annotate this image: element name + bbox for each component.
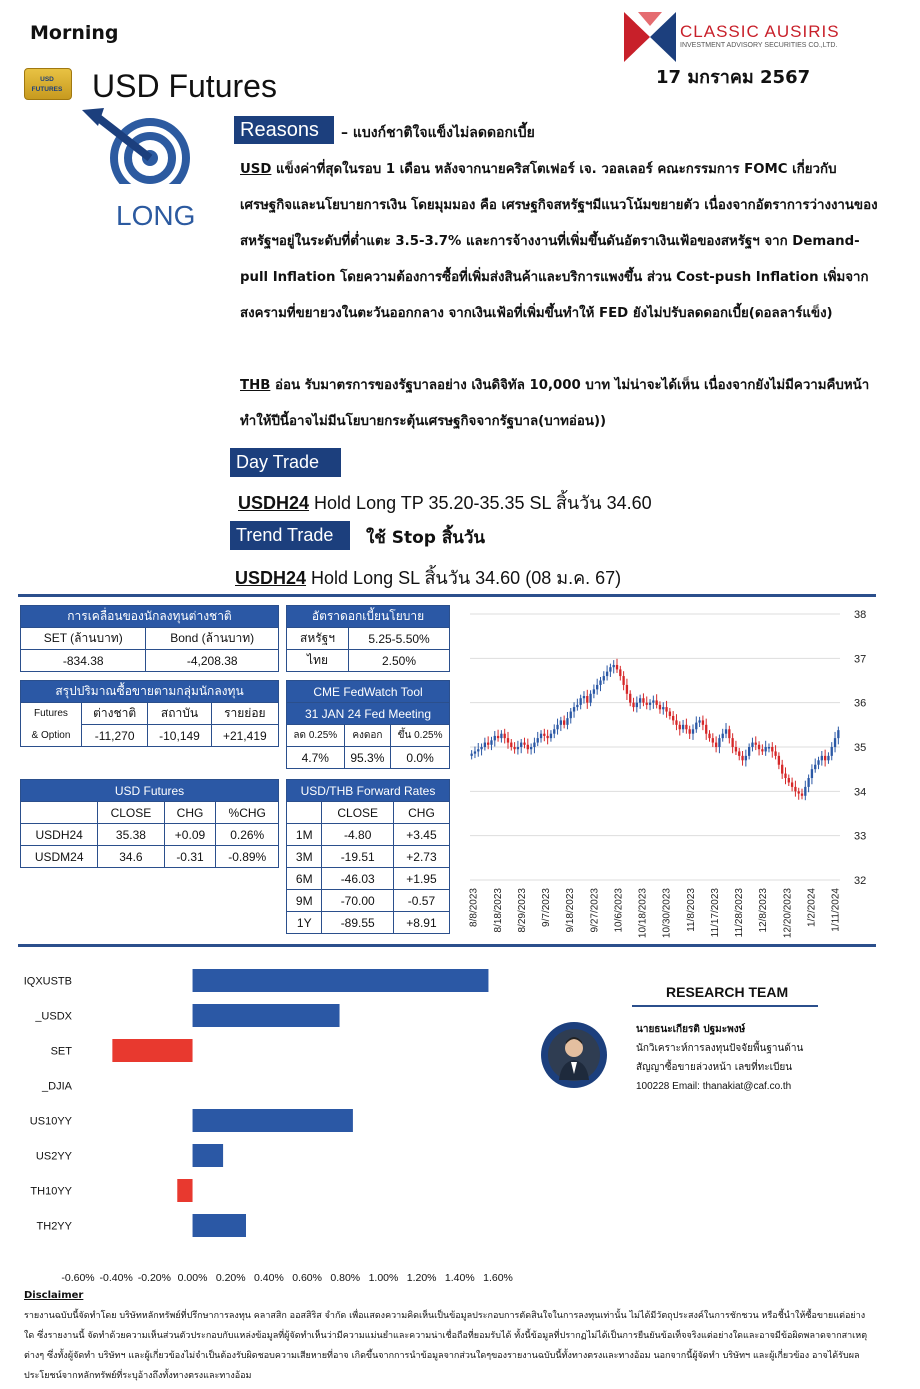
contract-chg: -0.31 <box>164 846 216 868</box>
candle-body <box>695 723 697 730</box>
report-date: 17 มกราคม 2567 <box>656 67 811 88</box>
candle-body <box>784 774 786 778</box>
analyst-role: นักวิเคราะห์การลงทุนปัจจัยพื้นฐานด้าน <box>636 1043 804 1054</box>
forward-header: CLOSE <box>322 802 393 824</box>
candle-body <box>646 703 648 705</box>
x-tick-label: 11/8/2023 <box>685 888 697 932</box>
candle-body <box>781 765 783 774</box>
candle-body <box>494 736 496 740</box>
candle-body <box>649 703 651 705</box>
policy-rate-country: ไทย <box>287 650 349 672</box>
candle-body <box>725 729 727 733</box>
candle-body <box>712 738 714 742</box>
x-tick-label: 8/18/2023 <box>492 888 504 933</box>
candle-body <box>705 725 707 734</box>
fedwatch-title: CME FedWatch Tool <box>287 681 450 703</box>
x-tick-label: 1/11/2024 <box>830 888 842 932</box>
trend-trade-symbol: USDH24 <box>235 568 307 588</box>
policy-rate-title: อัตราดอกเบี้ยนโยบาย <box>287 606 450 628</box>
forward-chg: +8.91 <box>393 912 449 934</box>
x-tick-label: 0.40% <box>254 1272 284 1284</box>
candle-body <box>722 734 724 738</box>
bar <box>193 1214 246 1237</box>
forward-rates-title: USD/THB Forward Rates <box>287 780 450 802</box>
contract-symbol: USDM24 <box>21 846 98 868</box>
candle-body <box>652 700 654 702</box>
fedwatch-value: 95.3% <box>344 747 391 769</box>
y-tick-label: 32 <box>854 875 867 887</box>
contract-pctchg: -0.89% <box>216 846 279 868</box>
stance-label: LONG <box>116 200 196 231</box>
candle-body <box>804 787 806 796</box>
reasons-subtitle: – แบงก์ชาติใจแข็งไม่ลดดอกเบี้ย <box>341 125 535 141</box>
candle-body <box>566 718 568 725</box>
usd-futures-header: CHG <box>164 802 216 824</box>
usd-key: USD <box>240 162 272 177</box>
category-label: IQXUSTB <box>23 975 72 988</box>
candle-body <box>530 747 532 749</box>
candle-body <box>831 747 833 756</box>
day-trade-text: Hold Long TP 35.20-35.35 SL สิ้นวัน 34.60 <box>309 493 652 513</box>
research-divider <box>632 1005 818 1007</box>
candle-body <box>546 736 548 738</box>
candle-body <box>563 720 565 724</box>
candle-body <box>484 743 486 747</box>
x-tick-label: 1.60% <box>483 1272 513 1284</box>
foreign-flow-value: -4,208.38 <box>146 650 279 672</box>
contract-chg: +0.09 <box>164 824 216 846</box>
analyst-photo-icon <box>541 1022 607 1088</box>
contract-pctchg: 0.26% <box>216 824 279 846</box>
fedwatch-header: ลด 0.25% <box>287 725 345 747</box>
candle-body <box>824 756 826 760</box>
investor-summary-title: สรุปปริมาณซื้อขายตามกลุ่มนักลงทุน <box>21 681 279 703</box>
candle-body <box>745 756 747 760</box>
candle-body <box>715 743 717 747</box>
candle-body <box>827 756 829 760</box>
usd-futures-header: CLOSE <box>98 802 164 824</box>
candle-body <box>477 749 479 751</box>
fedwatch-value: 0.0% <box>391 747 450 769</box>
company-subtitle: INVESTMENT ADVISORY SECURITIES CO.,LTD. <box>680 42 838 49</box>
candle-body <box>682 725 684 729</box>
candle-body <box>500 734 502 738</box>
usd-futures-title: USD Futures <box>21 780 279 802</box>
table-row <box>21 824 279 846</box>
candle-body <box>679 725 681 729</box>
bar <box>112 1039 192 1062</box>
candle-body <box>629 694 631 703</box>
foreign-flow-header: Bond (ล้านบาท) <box>146 628 279 650</box>
candle-body <box>593 689 595 693</box>
trend-trade-label: Trend Trade <box>230 521 350 550</box>
policy-rate-country: สหรัฐฯ <box>287 628 349 650</box>
category-label: _DJIA <box>42 1080 72 1093</box>
contract-symbol: USDH24 <box>21 824 98 846</box>
candle-body <box>642 698 644 702</box>
candle-body <box>798 791 800 793</box>
usd-futures-table <box>20 779 279 868</box>
candle-body <box>609 667 611 671</box>
x-tick-label: 9/27/2023 <box>589 888 601 933</box>
candle-body <box>619 669 621 676</box>
y-tick-label: 34 <box>854 786 867 799</box>
contract-close: 35.38 <box>98 824 164 846</box>
candle-body <box>758 745 760 749</box>
candle-body <box>731 738 733 747</box>
usdh24-price-chart <box>458 600 878 945</box>
asset-change-bar-chart <box>18 955 518 1284</box>
y-tick-label: 37 <box>854 653 867 666</box>
bar <box>193 1109 353 1132</box>
candle-body <box>580 698 582 705</box>
usd-text: แข็งค่าที่สุดในรอบ 1 เดือน หลังจากนายคริสโตเฟอร์ เจ. วอลเลอร์ คณะกรรมการ FOMC เกี่ยวกับเศรษฐกิจและนโยบายการเงิน โดยมุมมอง คือ เศรษฐกิจสหรัฐฯมีแนวโน้มขยายตัว เนื่องจากอัตราการว่างงานของสหรัฐฯอยู่ในระดับที่ต่ำแตะ 3.5-3.7% และการจ้างงานที่เพิ่มขึ้นดันอัตราเงินเฟ้อของสหรัฐฯ จาก Demand-pull Inflation โดยความต้องการซื้อที่เพิ่มส่งสินค้าและบริการแพงขึ้น ส่วน Cost-push Inflation เพิ่มจากสงครามที่ขยายวงในตะวันออกกลาง จากเงินเฟ้อที่เพิ่มขึ้นทำให้ FED ยังไม่ปรับลดดอกเบี้ย(ดอลลาร์แข็ง) <box>240 162 878 321</box>
candle-body <box>550 734 552 738</box>
thb-paragraph <box>240 368 880 440</box>
candle-body <box>765 747 767 751</box>
candle-body <box>573 707 575 711</box>
day-trade-line <box>238 488 652 517</box>
candle-body <box>718 738 720 747</box>
candle-body <box>504 734 506 738</box>
forward-close: -70.00 <box>322 890 393 912</box>
x-tick-label: -0.20% <box>137 1272 172 1284</box>
policy-rate-table <box>286 605 450 672</box>
candle-body <box>583 696 585 698</box>
x-tick-label: 1.20% <box>406 1272 437 1284</box>
candle-body <box>613 665 615 667</box>
x-tick-label: 11/28/2023 <box>734 888 746 938</box>
candle-body <box>794 787 796 791</box>
reasons-label: Reasons <box>234 116 334 144</box>
candle-body <box>517 747 519 749</box>
candle-body <box>632 703 634 707</box>
usd-futures-icon-label: USD FUTURES <box>31 76 63 93</box>
x-tick-label: 1.00% <box>368 1272 399 1284</box>
candle-body <box>490 740 492 744</box>
candle-body <box>738 751 740 755</box>
candle-body <box>622 676 624 685</box>
candle-body <box>527 745 529 749</box>
candle-body <box>708 734 710 738</box>
candle-body <box>735 747 737 751</box>
candle-body <box>807 778 809 787</box>
foreign-flow-title: การเคลื่อนของนักลงทุนต่างชาติ <box>21 606 279 628</box>
candle-body <box>748 747 750 756</box>
candle-body <box>771 747 773 751</box>
forward-chg: -0.57 <box>393 890 449 912</box>
trend-trade-subtitle: ใช้ Stop สิ้นวัน <box>366 528 486 548</box>
candle-body <box>817 760 819 764</box>
fedwatch-table <box>286 680 450 769</box>
forward-chg: +3.45 <box>393 824 449 846</box>
category-label: TH10YY <box>30 1185 72 1198</box>
forward-close: -89.55 <box>322 912 393 934</box>
table-row <box>287 824 450 846</box>
analyst-name: นายธนะเกียรติ ปฐมะพงษ์ <box>636 1024 746 1035</box>
candle-body <box>788 778 790 782</box>
candle-body <box>698 720 700 722</box>
candle-body <box>533 743 535 747</box>
candle-body <box>599 681 601 685</box>
fedwatch-value: 4.7% <box>287 747 345 769</box>
candle-body <box>834 738 836 747</box>
candle-body <box>801 794 803 796</box>
candle-body <box>543 734 545 736</box>
candle-body <box>470 754 472 756</box>
candle-body <box>689 729 691 733</box>
foreign-flow-header: SET (ล้านบาท) <box>21 628 146 650</box>
bar <box>193 1144 224 1167</box>
candle-body <box>553 729 555 733</box>
company-name: CLASSIC AUSIRIS <box>680 22 840 41</box>
candle-body <box>523 743 525 745</box>
report-session: Morning <box>30 22 119 44</box>
tenor: 3M <box>287 846 322 868</box>
candle-body <box>774 751 776 755</box>
day-trade-label: Day Trade <box>230 448 341 477</box>
disclaimer-title: Disclaimer <box>24 1290 84 1301</box>
section-divider <box>18 944 876 947</box>
tenor: 6M <box>287 868 322 890</box>
candle-body <box>655 700 657 704</box>
candle-body <box>837 730 839 738</box>
candle-body <box>589 694 591 703</box>
candle-body <box>741 756 743 760</box>
candle-body <box>814 765 816 769</box>
y-tick-label: 38 <box>854 609 867 621</box>
candle-body <box>761 749 763 751</box>
fedwatch-subtitle: 31 JAN 24 Fed Meeting <box>287 703 450 725</box>
candle-body <box>474 751 476 753</box>
x-tick-label: 10/6/2023 <box>613 888 625 933</box>
investor-row-label: & Option <box>21 725 82 747</box>
candle-body <box>778 756 780 765</box>
forward-close: -46.03 <box>322 868 393 890</box>
forward-close: -19.51 <box>322 846 393 868</box>
usd-futures-icon <box>24 68 72 100</box>
company-logo-icon <box>624 12 676 62</box>
candle-body <box>556 725 558 729</box>
candle-body <box>586 696 588 703</box>
forward-header <box>287 802 322 824</box>
candle-body <box>570 712 572 719</box>
candle-body <box>692 729 694 733</box>
candle-body <box>811 769 813 778</box>
candle-body <box>791 782 793 786</box>
forward-header: CHG <box>393 802 449 824</box>
fedwatch-header: ขึ้น 0.25% <box>391 725 450 747</box>
x-tick-label: 8/8/2023 <box>468 888 480 927</box>
x-tick-label: -0.60% <box>61 1272 95 1284</box>
x-tick-label: 8/29/2023 <box>516 888 528 933</box>
candle-body <box>497 736 499 738</box>
x-tick-label: 12/8/2023 <box>758 888 770 933</box>
candle-body <box>768 747 770 749</box>
candle-body <box>685 725 687 729</box>
page-title: USD Futures <box>92 68 277 104</box>
bar <box>193 969 489 992</box>
x-tick-label: 0.60% <box>292 1272 322 1284</box>
tenor: 1Y <box>287 912 322 934</box>
candle-body <box>702 720 704 724</box>
category-label: TH2YY <box>36 1220 72 1233</box>
candle-body <box>669 712 671 716</box>
x-tick-label: 0.00% <box>177 1272 208 1284</box>
bar <box>193 1004 340 1027</box>
investor-header: ต่างชาติ <box>81 703 147 725</box>
investor-row-label: Futures <box>21 703 82 725</box>
category-label: _USDX <box>35 1010 72 1023</box>
x-tick-label: 0.80% <box>330 1272 361 1284</box>
policy-rate-value: 5.25-5.50% <box>349 628 450 650</box>
tenor: 1M <box>287 824 322 846</box>
candle-body <box>659 705 661 709</box>
x-tick-label: 1/2/2024 <box>806 888 818 927</box>
candle-body <box>560 720 562 724</box>
table-row <box>21 846 279 868</box>
table-row <box>287 846 450 868</box>
x-tick-label: 12/20/2023 <box>782 888 794 939</box>
analyst-contact: 100228 Email: thanakiat@caf.co.th <box>636 1081 792 1092</box>
table-row <box>287 890 450 912</box>
research-team-title: RESEARCH TEAM <box>666 984 789 1000</box>
thb-key: THB <box>240 378 271 393</box>
bar <box>177 1179 192 1202</box>
y-tick-label: 33 <box>854 830 867 843</box>
table-row <box>287 912 450 934</box>
category-label: US2YY <box>35 1150 72 1163</box>
forward-rates-table <box>286 779 450 934</box>
x-tick-label: 1.40% <box>444 1272 475 1284</box>
x-tick-label: 11/17/2023 <box>709 888 721 938</box>
trend-trade-text: Hold Long SL สิ้นวัน 34.60 (08 ม.ค. 67) <box>306 568 622 588</box>
candle-body <box>576 705 578 707</box>
candle-body <box>672 716 674 720</box>
target-dart-icon <box>78 106 198 201</box>
forward-close: -4.80 <box>322 824 393 846</box>
candle-body <box>510 743 512 747</box>
candle-body <box>507 738 509 742</box>
tenor: 9M <box>287 890 322 912</box>
x-tick-label: 10/18/2023 <box>637 888 649 939</box>
category-label: US10YY <box>29 1115 72 1128</box>
candle-body <box>537 738 539 742</box>
candle-body <box>751 743 753 747</box>
candle-body <box>626 685 628 694</box>
candle-body <box>480 747 482 749</box>
investor-header: สถาบัน <box>148 703 211 725</box>
candle-body <box>821 756 823 760</box>
candle-body <box>540 734 542 738</box>
disclaimer-text: รายงานฉบับนี้จัดทำโดย บริษัทหลักทรัพย์ที่ปรึกษาการลงทุน คลาสสิก ออสสิริส จำกัด เพื่อแสดงความคิดเห็นเป็นข้อมูลประกอบการตัดสินใจในการลงทุนเท่านั้น ไม่ได้มีวัตถุประสงค์ในการชักชวน หรือชี้นำให้ซื้อขายแต่อย่างใด ซึ่งรายงานนี้ จัดทำด้วยความเห็นส่วนตัวประกอบกับแหล่งข้อมูลที่ผู้จัดทำเห็นว่ามีความแม่นยำและความน่าเชื่อถือที่ยอมรับได้ ทั้งนี้ข้อมูลที่ปรากฏไม่ได้เป็นการยืนยันข้อเท็จจริงแต่อย่างใดและอาจมีข้อผิดพลาดจากสาเหตุต่างๆ ซึ่งทั้งผู้จัดทำ บริษัทฯ และผู้เกี่ยวข้องไม่จำเป็นต้องรับผิดชอบความเสียหายที่อาจ เกิดขึ้นจากการนำข้อมูลจากส่วนใดๆของรายงานฉบับนี้ทั้งทางตรงและทางอ้อม นอกจากนี้ผู้จัดทำ บริษัทฯ และผู้เกี่ยวข้อง อาจได้รับผลประโยชน์จากหลักทรัพย์ที่ระบุอ้างถึงทั้งทางตรงและทางอ้อม <box>24 1311 868 1381</box>
forward-chg: +1.95 <box>393 868 449 890</box>
candle-body <box>616 665 618 669</box>
candle-body <box>596 685 598 689</box>
analyst-avatar <box>541 1022 607 1088</box>
forward-chg: +2.73 <box>393 846 449 868</box>
fedwatch-header: คงดอก <box>344 725 391 747</box>
section-divider <box>18 594 876 597</box>
candle-body <box>675 720 677 724</box>
y-tick-label: 36 <box>854 697 867 710</box>
usd-futures-header <box>21 802 98 824</box>
table-row <box>287 868 450 890</box>
thb-text: อ่อน รับมาตรการของรัฐบาลอย่าง เงินดิจิทัล 10,000 บาท ไม่น่าจะได้เห็น เนื่องจากยังไม่มีความคืบหน้า ทำให้ปีนี้อาจไม่มีนโยบายกระตุ้นเศรษฐกิจจากรัฐบาล(บาทอ่อน)) <box>240 378 870 429</box>
contract-close: 34.6 <box>98 846 164 868</box>
foreign-flow-value: -834.38 <box>21 650 146 672</box>
candle-body <box>603 676 605 680</box>
foreign-flow-table <box>20 605 279 672</box>
candle-body <box>513 747 515 749</box>
candle-body <box>520 743 522 747</box>
usd-paragraph <box>240 152 880 332</box>
candle-body <box>665 707 667 711</box>
candle-body <box>636 703 638 707</box>
usd-futures-header: %CHG <box>216 802 279 824</box>
investor-value: +21,419 <box>211 725 278 747</box>
analyst-role-2: สัญญาซื้อขายล่วงหน้า เลขที่ทะเบียน <box>636 1062 793 1073</box>
y-tick-label: 35 <box>854 742 867 754</box>
candle-body <box>487 743 489 745</box>
x-tick-label: 9/7/2023 <box>541 888 553 927</box>
trend-trade-line <box>235 563 621 592</box>
investor-value: -11,270 <box>81 725 147 747</box>
candle-body <box>755 743 757 745</box>
policy-rate-value: 2.50% <box>349 650 450 672</box>
candle-body <box>662 707 664 709</box>
x-tick-label: 9/18/2023 <box>565 888 577 933</box>
analyst-info <box>636 1020 803 1096</box>
category-label: SET <box>50 1045 72 1058</box>
x-tick-label: 0.20% <box>215 1272 246 1284</box>
x-tick-label: 10/30/2023 <box>661 888 673 939</box>
candle-body <box>606 672 608 676</box>
investor-summary-table <box>20 680 279 747</box>
day-trade-symbol: USDH24 <box>238 493 310 513</box>
investor-value: -10,149 <box>148 725 211 747</box>
candle-body <box>728 729 730 738</box>
x-tick-label: -0.40% <box>99 1272 133 1284</box>
candle-body <box>639 698 641 702</box>
investor-header: รายย่อย <box>211 703 278 725</box>
